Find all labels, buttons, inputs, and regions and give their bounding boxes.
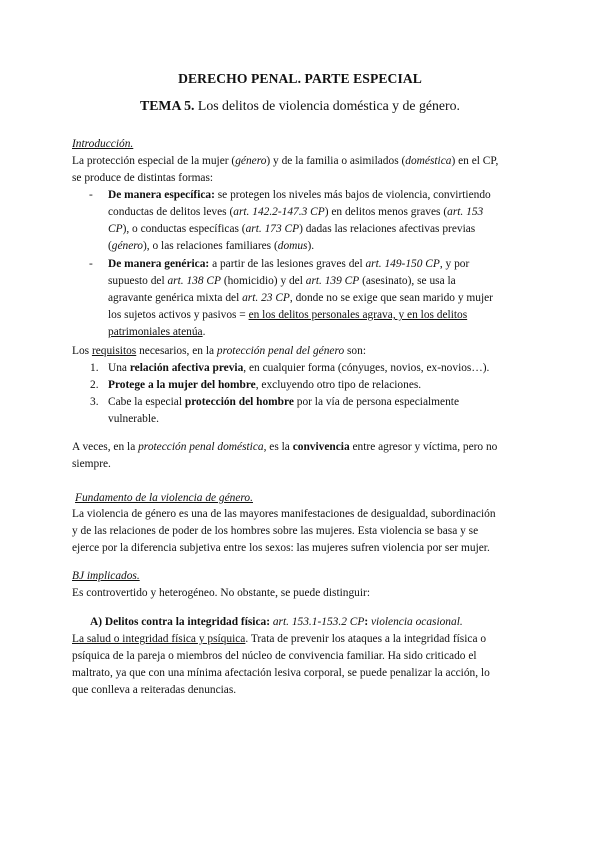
intro-paragraph: La protección especial de la mujer (género) y de la familia o asimilados (doméstica) en el CP, se produce de distintas formas: bbox=[72, 155, 499, 184]
list-item-generica: - De manera genérica: a partir de las lesiones graves del art. 149-150 CP, y por supuesto del art. 138 CP (homicidio) y del art. 139 CP (asesinato), se usa la agravante genérica mixta del art. 23 CP, donde no se exige que sean marido y mujer los sujetos activos y pasivos = en los delitos personales agrava, y en los delitos patrimoniales atenúa. bbox=[89, 258, 493, 338]
numbered-item-3: 3. Cabe la especial protección del hombre por la vía de persona especialmente vulnerable. bbox=[90, 396, 459, 425]
numbered-item-1: 1. Una relación afectiva previa, en cualquier forma (cónyuges, novios, ex-novios…). bbox=[90, 362, 490, 374]
requisitos-paragraph: Los requisitos necesarios, en la protección penal del género son: bbox=[72, 345, 366, 357]
subtitle-topic-number: TEMA 5. bbox=[140, 98, 195, 113]
section-heading-fundamento: Fundamento de la violencia de género. bbox=[75, 492, 253, 504]
document-title: DERECHO PENAL. PARTE ESPECIAL bbox=[178, 71, 422, 86]
dash-bullet: - bbox=[89, 258, 93, 270]
bj-paragraph: Es controvertido y heterogéneo. No obstante, se puede distinguir: bbox=[72, 587, 370, 599]
section-heading-bj: BJ implicados. bbox=[72, 570, 140, 582]
subsection-heading-integridad-fisica: A) Delitos contra la integridad física: art. 153.1-153.2 CP: violencia ocasional. bbox=[90, 616, 463, 628]
fundamento-paragraph: La violencia de género es una de las mayores manifestaciones de desigualdad, subordinación y de las relaciones de poder de los hombres sobre las mujeres. Esta violencia se basa y se ejerce por la diferencia subjetiva entre los sexos: las mujeres sufren violencia por ser mujer. bbox=[72, 508, 496, 554]
convivencia-paragraph: A veces, en la protección penal doméstica, es la convivencia entre agresor y víctima, pero no siempre. bbox=[72, 441, 498, 470]
subtitle-topic-name: Los delitos de violencia doméstica y de género. bbox=[194, 98, 460, 113]
section-heading-introduccion: Introducción. bbox=[72, 138, 134, 150]
document-subtitle bbox=[0, 97, 600, 114]
dash-bullet: - bbox=[89, 189, 93, 201]
integridad-fisica-paragraph: La salud o integridad física y psíquica. Trata de prevenir los ataques a la integridad física o psíquica de la pareja o miembros del núcleo de convivencia familiar. Ha sido criticado el maltrato, ya que con una mínima afectación lesiva corporal, se puede penalizar la acción, lo que conlleva a reiteradas denuncias. bbox=[72, 633, 490, 696]
list-item-especifica: - De manera específica: se protegen los niveles más bajos de violencia, convirtiendo conductas de delitos leves (art. 142.2-147.3 CP) en delitos menos graves (art. 153 CP), o conductas específicas (art. 173 CP) dadas las relaciones afectivas previas (género), o las relaciones familiares (domus). bbox=[89, 189, 491, 252]
numbered-item-2: 2. Protege a la mujer del hombre, excluyendo otro tipo de relaciones. bbox=[90, 379, 422, 391]
